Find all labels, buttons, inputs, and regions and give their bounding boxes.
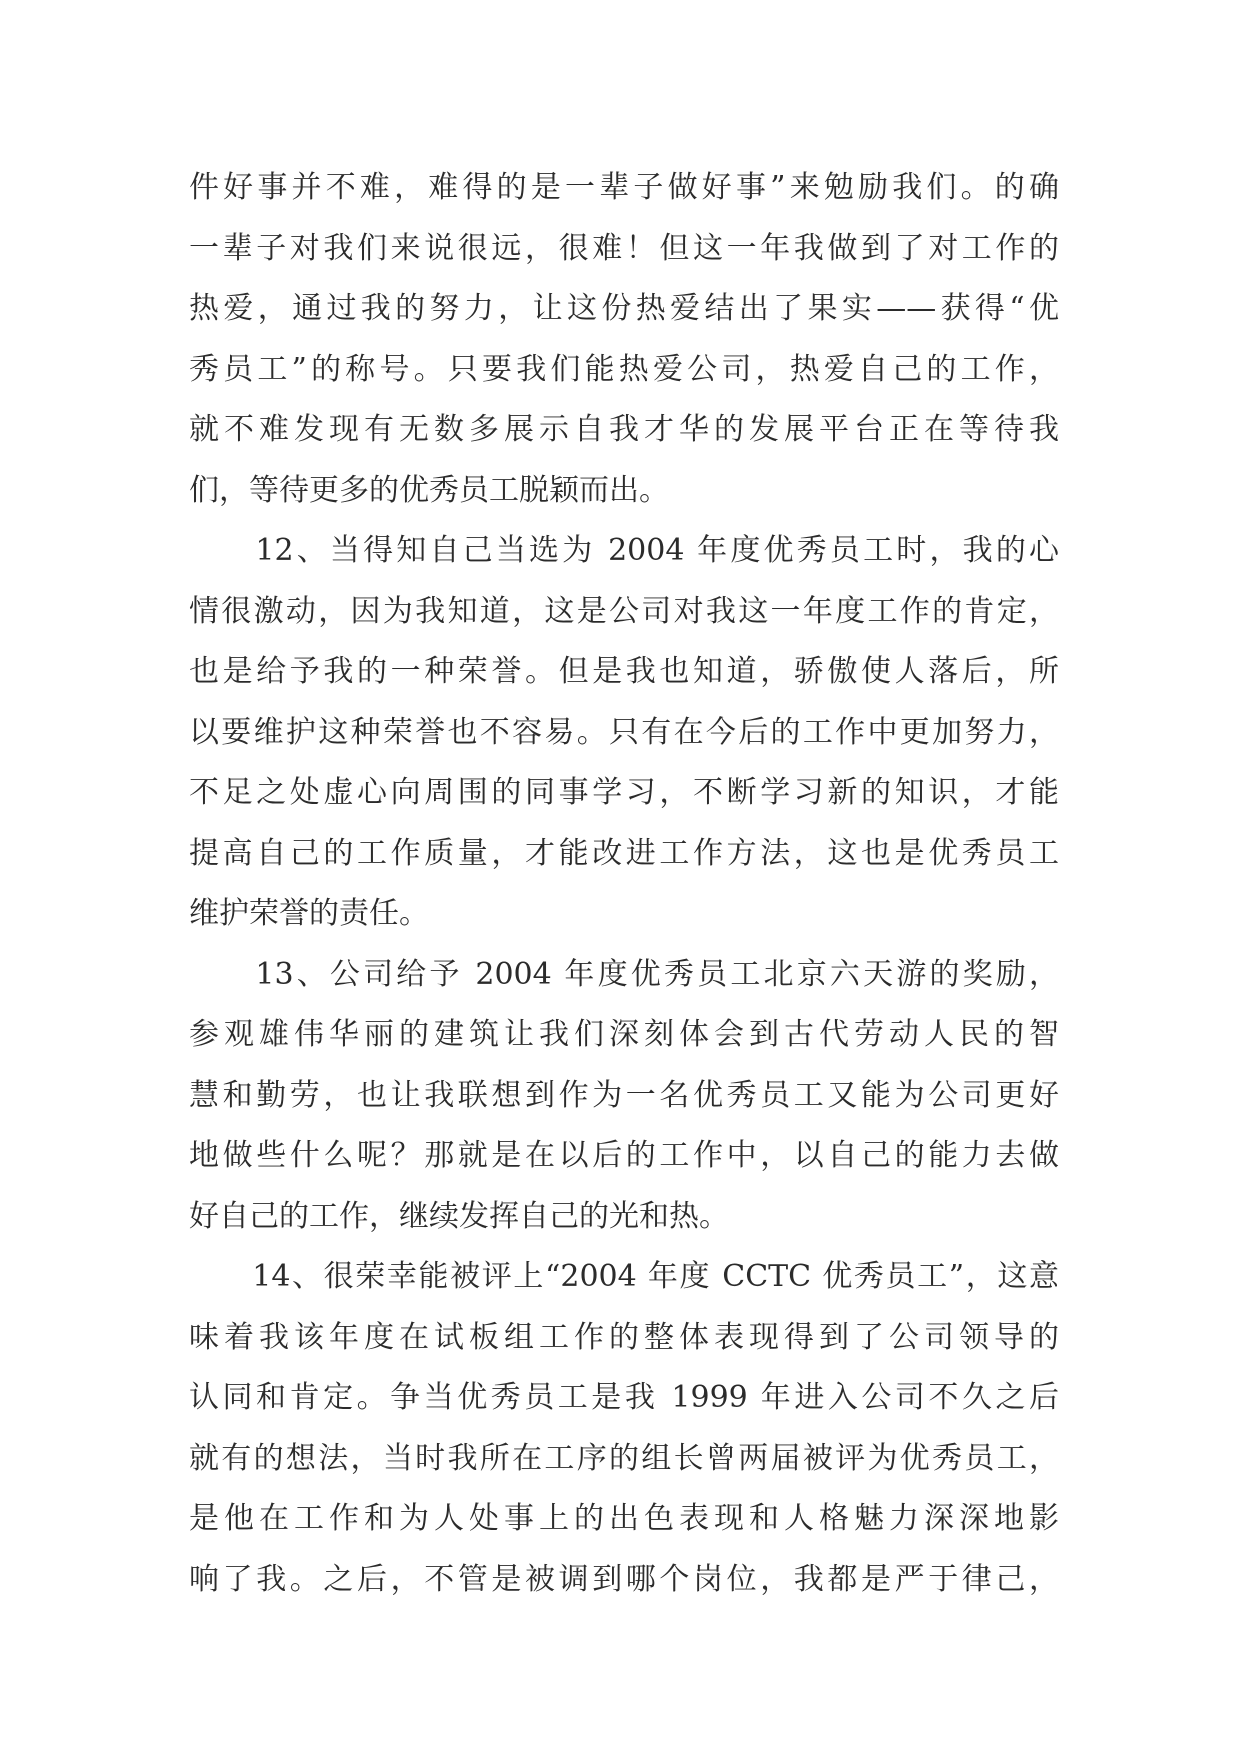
text-line: 件好事并不难，难得的是一辈子做好事”来勉励我们。的确: [189, 170, 1059, 205]
text-line: 认同和肯定。争当优秀员工是我 1999 年进入公司不久之后: [189, 1380, 1059, 1415]
text-line: 地做些什么呢？那就是在以后的工作中，以自己的能力去做: [189, 1138, 1059, 1173]
body-text: [189, 158, 1059, 1610]
text-line: 不足之处虚心向周围的同事学习，不断学习新的知识，才能: [189, 775, 1059, 810]
text-line: 响了我。之后，不管是被调到哪个岗位，我都是严于律己，: [189, 1561, 1059, 1597]
text-line: 是他在工作和为人处事上的出色表现和人格魅力深深地影: [189, 1501, 1059, 1536]
text-line: 一辈子对我们来说很远，很难！但这一年我做到了对工作的: [189, 230, 1059, 266]
text-line: 慧和勤劳，也让我联想到作为一名优秀员工又能为公司更好: [189, 1077, 1059, 1113]
text-line: 味着我该年度在试板组工作的整体表现得到了公司领导的: [189, 1319, 1059, 1355]
text-line: 就有的想法，当时我所在工序的组长曾两届被评为优秀员工，: [189, 1440, 1059, 1476]
text-line: 13、公司给予 2004 年度优秀员工北京六天游的奖励，: [189, 956, 1059, 992]
text-line: 情很激动，因为我知道，这是公司对我这一年度工作的肯定，: [189, 593, 1059, 629]
text-line: 也是给予我的一种荣誉。但是我也知道，骄傲使人落后，所: [189, 654, 1059, 689]
text-line: 就不难发现有无数多展示自我才华的发展平台正在等待我: [189, 412, 1059, 447]
text-line: 秀员工”的称号。只要我们能热爱公司，热爱自己的工作，: [189, 351, 1059, 387]
text-line: 们，等待更多的优秀员工脱颖而出。: [189, 472, 669, 508]
text-line: 热爱，通过我的努力，让这份热爱结出了果实——获得“优: [189, 291, 1059, 326]
text-line: 12、当得知自己当选为 2004 年度优秀员工时，我的心: [189, 533, 1059, 568]
text-line: 以要维护这种荣誉也不容易。只有在今后的工作中更加努力，: [189, 714, 1059, 750]
text-line: 提高自己的工作质量，才能改进工作方法，这也是优秀员工: [189, 835, 1059, 871]
text-line: 好自己的工作，继续发挥自己的光和热。: [189, 1198, 729, 1234]
text-line: 14、很荣幸能被评上“2004 年度 CCTC 优秀员工”，这意: [189, 1259, 1059, 1294]
text-line: 维护荣誉的责任。: [189, 896, 429, 931]
text-line: 参观雄伟华丽的建筑让我们深刻体会到古代劳动人民的智: [189, 1017, 1059, 1052]
